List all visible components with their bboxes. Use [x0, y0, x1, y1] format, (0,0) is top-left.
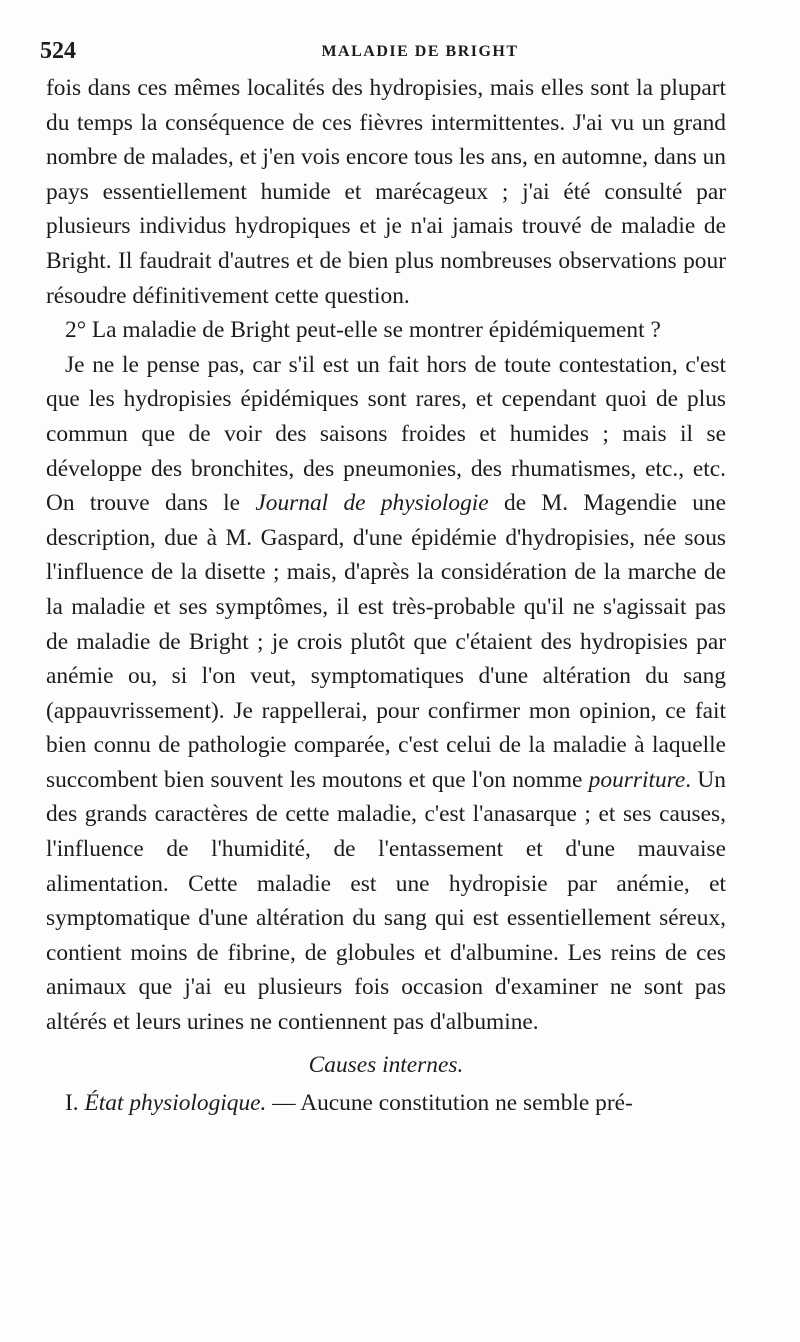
paragraph-1: fois dans ces mêmes localités des hydropisies, mais elles sont la plupart du temps la conséquence de ces fièvres intermittentes. J'ai vu un grand nombre de malades, et j'en vois encore tous les ans, en automne, dans un pays essentiellement humide et marécageux ; j'ai été consulté par plusieurs individus hydropiques et je n'ai jamais trouvé de maladie de Bright. Il faudrait d'autres et de bien plus nombreuses observations pour résoudre définitivement cette question.	[46, 75, 726, 309]
paragraph-3-part-1: Je ne le pense pas, car s'il est un fait hors de toute contestation, c'est que les hydropisies épidémiques sont rares, et cependant quoi de plus commun que de voir des saisons froides et humides ; mais il se développe des bronchites, des pneumonies, des rhumatismes, etc., etc. On trouve dans le	[46, 351, 726, 517]
paragraph-3-part-3: . Un des grands caractères de cette maladie, c'est l'anasarque ; et ses causes, l'influence de l'humidité, de l'entassement et d'une mauvaise alimentation. Cette maladie est une hydropisie par anémie, et symptomatique d'une altération du sang qui est essentiellement séreux, contient moins de fibrine, de globules et d'albumine. Les reins de ces animaux que j'ai eu plusieurs fois occasion d'examiner ne sont pas altérés et leurs urines ne contiennent pas d'albumine.	[46, 766, 726, 1036]
page-number: 524	[40, 38, 76, 64]
section-numeral: I.	[65, 1090, 85, 1117]
running-head: MALADIE DE BRIGHT	[321, 43, 519, 60]
paragraph-4	[46, 1086, 726, 1121]
paragraph-3-part-2: de M. Magendie une description, due à M. Gaspard, d'une épidémie d'hydropisies, née sous l'influence de la disette ; mais, d'après la considération de la marche de la maladie et ses symptômes, il est très-probable qu'il ne s'agissait pas de maladie de Bright ; je crois plutôt que c'étaient des hydropisies par anémie ou, si l'on veut, symptomatiques d'une altération du sang (appauvrissement). Je rappellerai, pour confirmer mon opinion, ce fait bien connu de pathologie comparée, c'est celui de la maladie à laquelle succombent bien souvent les moutons et que l'on nomme	[46, 490, 726, 793]
disease-name: pourriture	[588, 766, 686, 793]
section-heading: Causes internes.	[308, 1051, 464, 1078]
page-header	[40, 38, 740, 66]
journal-title: Journal de physiologie	[255, 490, 489, 517]
paragraph-2: 2° La maladie de Bright peut-elle se montrer épidémiquement ?	[65, 317, 661, 344]
subsection-title: État physiologique.	[84, 1090, 267, 1117]
body-text	[46, 71, 726, 1121]
paragraph-3	[46, 348, 726, 1040]
paragraph-4-text: — Aucune constitution ne semble pré-	[266, 1090, 633, 1117]
